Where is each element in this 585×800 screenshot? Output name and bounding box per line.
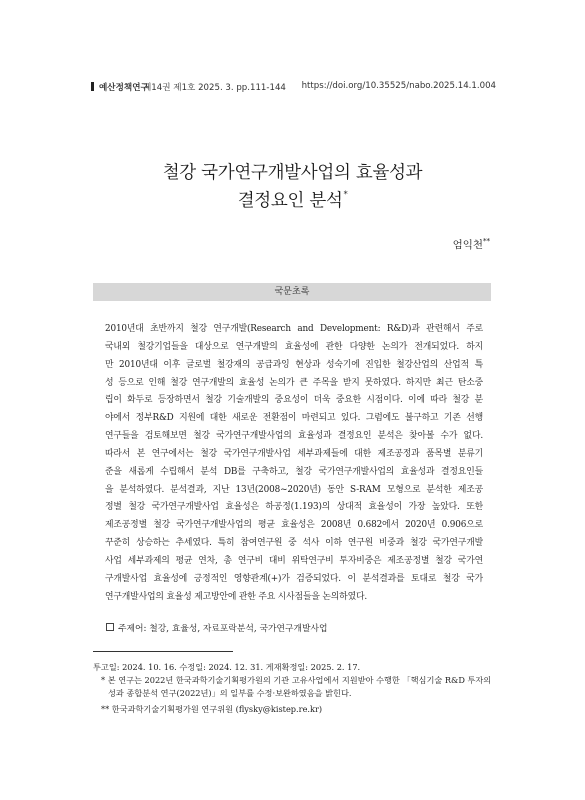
footnote-divider bbox=[93, 651, 233, 652]
doi-link[interactable]: https://doi.org/10.35525/nabo.2025.14.1.004 bbox=[301, 81, 496, 91]
author bbox=[453, 237, 490, 252]
abstract-heading: 국문초록 bbox=[93, 283, 491, 301]
abstract-line: 연구개발사업의 효율성 제고방안에 관한 주요 시사점들을 논의하였다. bbox=[105, 591, 368, 602]
abstract-line: 제조공정별 철강 국가연구개발사업의 평균 효율성은 2008년 0.682에서 2020년 0.906으로 bbox=[105, 520, 483, 531]
abstract-line: 사업 세부과제의 평균 연차, 총 연구비 대비 위탁연구비 투자비중은 제조공정별 철강 국가연 bbox=[105, 555, 483, 566]
abstract-line: 정별 철강 국가연구개발사업 효율성은 하공정(1.193)의 상대적 효율성이 가장 높았다. 또한 bbox=[105, 502, 483, 513]
abstract-line: 을 분석하였다. 분석결과, 지난 13년(2008~2020년) 동안 S-RAM 모형으로 분석한 제조공 bbox=[105, 484, 483, 495]
keywords-text: 주제어: 철강, 효율성, 자료포락분석, 국가연구개발사업 bbox=[118, 624, 328, 634]
paper-title-line-2-text: 결정요인 분석 bbox=[237, 191, 343, 211]
abstract-line: 립이 화두로 등장하면서 철강 기술개발의 중요성이 더욱 중요한 시점이다. 이에 따라 철강 분 bbox=[105, 395, 483, 406]
footnote-affiliation: ** 한국과학기술기획평가원 연구위원 (flysky@kistep.re.kr) bbox=[101, 704, 323, 714]
title-footnote-mark: * bbox=[343, 190, 348, 200]
paper-title-line-1: 철강 국가연구개발사업의 효율성과 bbox=[162, 163, 423, 183]
abstract-line: 만 2010년대 이후 글로벌 철강재의 공급과잉 현상과 성숙기에 진입한 철강산업의 산업적 특 bbox=[105, 359, 483, 370]
running-header bbox=[91, 81, 496, 93]
header-bar-mark bbox=[91, 82, 94, 91]
abstract-line: 꾸준히 상승하는 추세였다. 특히 참여연구원 중 석사 이하 연구원 비중과 철강 국가연구개발 bbox=[105, 538, 483, 549]
footnote-funding: * 본 연구는 2022년 한국과학기술기획평가원의 기관 고유사업에서 지원받아 수행한 「핵심기술 R&D 투자의 bbox=[101, 675, 492, 685]
abstract-line: 국내외 철강기업들을 대상으로 연구개발의 효율성에 관한 다양한 논의가 전개되었다. 하지 bbox=[105, 341, 483, 352]
author-footnote-mark: ** bbox=[483, 237, 490, 246]
abstract-line: 구개발사업 효율성에 긍정적인 영향관계(+)가 검증되었다. 이 분석결과를 토대로 철강 국가 bbox=[105, 573, 483, 584]
abstract-line: 준을 새롭게 수립해서 분석 DB를 구축하고, 철강 국가연구개발사업의 효율성과 결정요인들 bbox=[105, 466, 483, 477]
footnote-funding-continued: 성과 종합분석 연구(2022년)」의 일부를 수정·보완하였음을 밝힌다. bbox=[108, 688, 352, 698]
keywords bbox=[106, 621, 328, 634]
checkbox-square-icon bbox=[106, 623, 114, 631]
abstract-line: 연구들을 검토해보면 철강 국가연구개발사업의 효율성과 결정요인 분석은 찾아볼 수가 없다. bbox=[105, 431, 483, 442]
abstract-line: 성 등으로 인해 철강 연구개발의 효율성 논의가 큰 주목을 받지 못하였다. 하지만 최근 탄소중 bbox=[105, 377, 483, 388]
issue-info: 제14권 제1호 2025. 3. pp.111-144 bbox=[143, 83, 286, 93]
journal-name: 예산정책연구 bbox=[99, 83, 149, 93]
abstract-line: 따라서 본 연구에서는 철강 국가연구개발사업 세부과제들에 대한 제조공정과 품목별 분류기 bbox=[105, 448, 483, 459]
abstract-body bbox=[105, 321, 483, 607]
author-name: 엄익천 bbox=[452, 239, 483, 251]
abstract-line: 야에서 정부R&D 지원에 대한 새로운 전환점이 마련되고 있다. 그럼에도 불구하고 기존 선행 bbox=[105, 413, 483, 424]
abstract-line: 2010년대 초반까지 철강 연구개발(Research and Development: R&D)과 관련해서 주로 bbox=[105, 324, 483, 334]
submission-dates: 투고일: 2024. 10. 16. 수정일: 2024. 12. 31. 게재확정일: 2025. 2. 17. bbox=[93, 662, 361, 672]
paper-title-line-2 bbox=[0, 187, 585, 212]
